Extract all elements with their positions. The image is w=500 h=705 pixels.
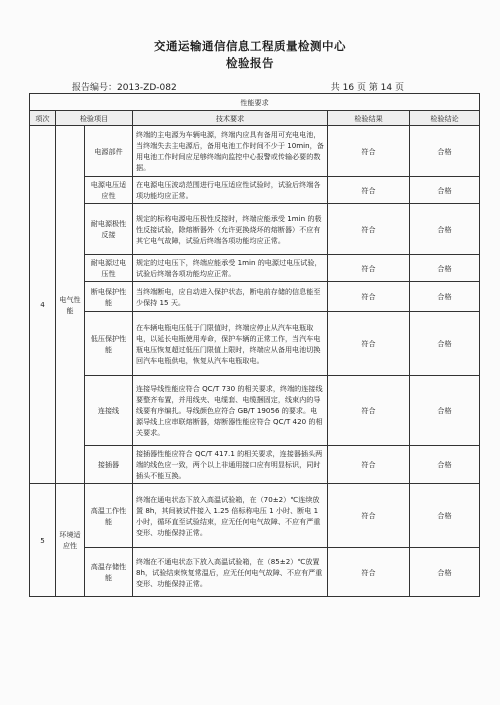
item-name: 耐电源极性反接 <box>85 204 133 255</box>
col-header-item: 检验项目 <box>56 111 133 126</box>
requirement-text: 当终端断电，应自动进入保护状态，断电前存储的信息能至少保持 15 天。 <box>133 282 328 312</box>
report-number: 报告编号：2013-ZD-082 <box>72 83 177 93</box>
group-category: 电气性能 <box>56 126 85 484</box>
col-header-requirement: 技术要求 <box>133 111 328 126</box>
group-number: 4 <box>30 126 56 484</box>
item-name: 高温工作性能 <box>85 484 133 548</box>
requirement-text: 终端的主电源为车辆电源，终端内应具有备用可充电电池，当终端失去主电源后，备用电池工作时间不少于 10min，备用电池工作时间应足够终端向监控中心报警或传输必要的数据。 <box>133 126 328 177</box>
requirement-text: 接插器性能应符合 QC/T 417.1 的相关要求，连接器插头两端的线色应一致，两个以上非通用接口应有明显标识，同时插头不能互换。 <box>133 446 328 484</box>
table-row <box>30 446 480 484</box>
page-info: 共 16 页 第 14 页 <box>330 83 404 93</box>
conclusion-cell: 合格 <box>410 376 480 446</box>
result-cell: 符合 <box>328 484 410 548</box>
item-name: 接插器 <box>85 446 133 484</box>
conclusion-cell: 合格 <box>410 282 480 312</box>
result-cell: 符合 <box>328 126 410 177</box>
table-row <box>30 177 480 204</box>
result-cell: 符合 <box>328 177 410 204</box>
conclusion-cell: 合格 <box>410 204 480 255</box>
item-name: 高温存储性能 <box>85 548 133 597</box>
report-title: 检验报告 <box>226 56 274 70</box>
table-row <box>30 548 480 597</box>
item-name: 低压保护性能 <box>85 312 133 376</box>
org-title: 交通运输通信信息工程质量检测中心 <box>154 39 346 53</box>
table-row <box>30 312 480 376</box>
table-row <box>30 204 480 255</box>
requirement-text: 在电源电压波动范围进行电压适应性试验时，试验后终端各项功能均应正常。 <box>133 177 328 204</box>
conclusion-cell: 合格 <box>410 177 480 204</box>
item-name: 电源部件 <box>85 126 133 177</box>
requirement-text: 规定的过电压下，终端应能承受 1min 的电源过电压试验，试验后终端各项功能均应正常。 <box>133 255 328 282</box>
conclusion-cell: 合格 <box>410 446 480 484</box>
result-cell: 符合 <box>328 282 410 312</box>
result-cell: 符合 <box>328 204 410 255</box>
item-name: 耐电源过电压性 <box>85 255 133 282</box>
result-cell: 符合 <box>328 312 410 376</box>
conclusion-cell: 合格 <box>410 255 480 282</box>
conclusion-cell: 合格 <box>410 484 480 548</box>
result-cell: 符合 <box>328 446 410 484</box>
col-header-no: 项次 <box>30 111 56 126</box>
requirement-text: 终端在通电状态下放入高温试验箱，在（70±2）℃连续放置 8h，其间被试件接入 1.25 倍标称电压 1 小时、断电 1 小时，循环直至试验结束，应无任何电气故障、不应有严重变形、功能保持正常。 <box>133 484 328 548</box>
table-row <box>30 376 480 446</box>
performance-table <box>29 93 480 597</box>
conclusion-cell: 合格 <box>410 126 480 177</box>
requirement-text: 在车辆电瓶电压低于门限值时，终端应停止从汽车电瓶取电，以延长电瓶使用寿命，保护车辆的正常工作，当汽车电瓶电压恢复超过低压门限值上限时，终端应从备用电池切换回汽车电瓶供电，恢复从汽车电瓶取电。 <box>133 312 328 376</box>
group-category: 环境适应性 <box>56 484 85 597</box>
result-cell: 符合 <box>328 376 410 446</box>
item-name: 连接线 <box>85 376 133 446</box>
requirement-text: 连接导线性能应符合 QC/T 730 的相关要求，终端的连接线要整齐布置，并用线夹、电缆套、电缆捆固定，线束内的导线要有序编扎。导线颜色应符合 GB/T 19056 的要求。电源导线上应串联熔断器，熔断器性能应符合 QC/T 420 的相关要求。 <box>133 376 328 446</box>
result-cell: 符合 <box>328 255 410 282</box>
result-cell: 符合 <box>328 548 410 597</box>
section-title: 性能要求 <box>30 94 480 111</box>
table-row <box>30 484 480 548</box>
table-row <box>30 282 480 312</box>
item-name: 电源电压适应性 <box>85 177 133 204</box>
requirement-text: 终端在不通电状态下放入高温试验箱，在（85±2）℃放置 8h，试验结束恢复常温后，应无任何电气故障、不应有严重变形、功能保持正常。 <box>133 548 328 597</box>
requirement-text: 规定的标称电源电压极性反接时，终端应能承受 1min 的极性反接试验，除熔断器外（允许更换烧坏的熔断器）不应有其它电气故障，试验后终端各项功能均应正常。 <box>133 204 328 255</box>
group-number: 5 <box>30 484 56 597</box>
conclusion-cell: 合格 <box>410 312 480 376</box>
item-name: 断电保护性能 <box>85 282 133 312</box>
table-row <box>30 255 480 282</box>
conclusion-cell: 合格 <box>410 548 480 597</box>
col-header-result: 检验结果 <box>328 111 410 126</box>
table-row <box>30 126 480 177</box>
col-header-conclusion: 检验结论 <box>410 111 480 126</box>
